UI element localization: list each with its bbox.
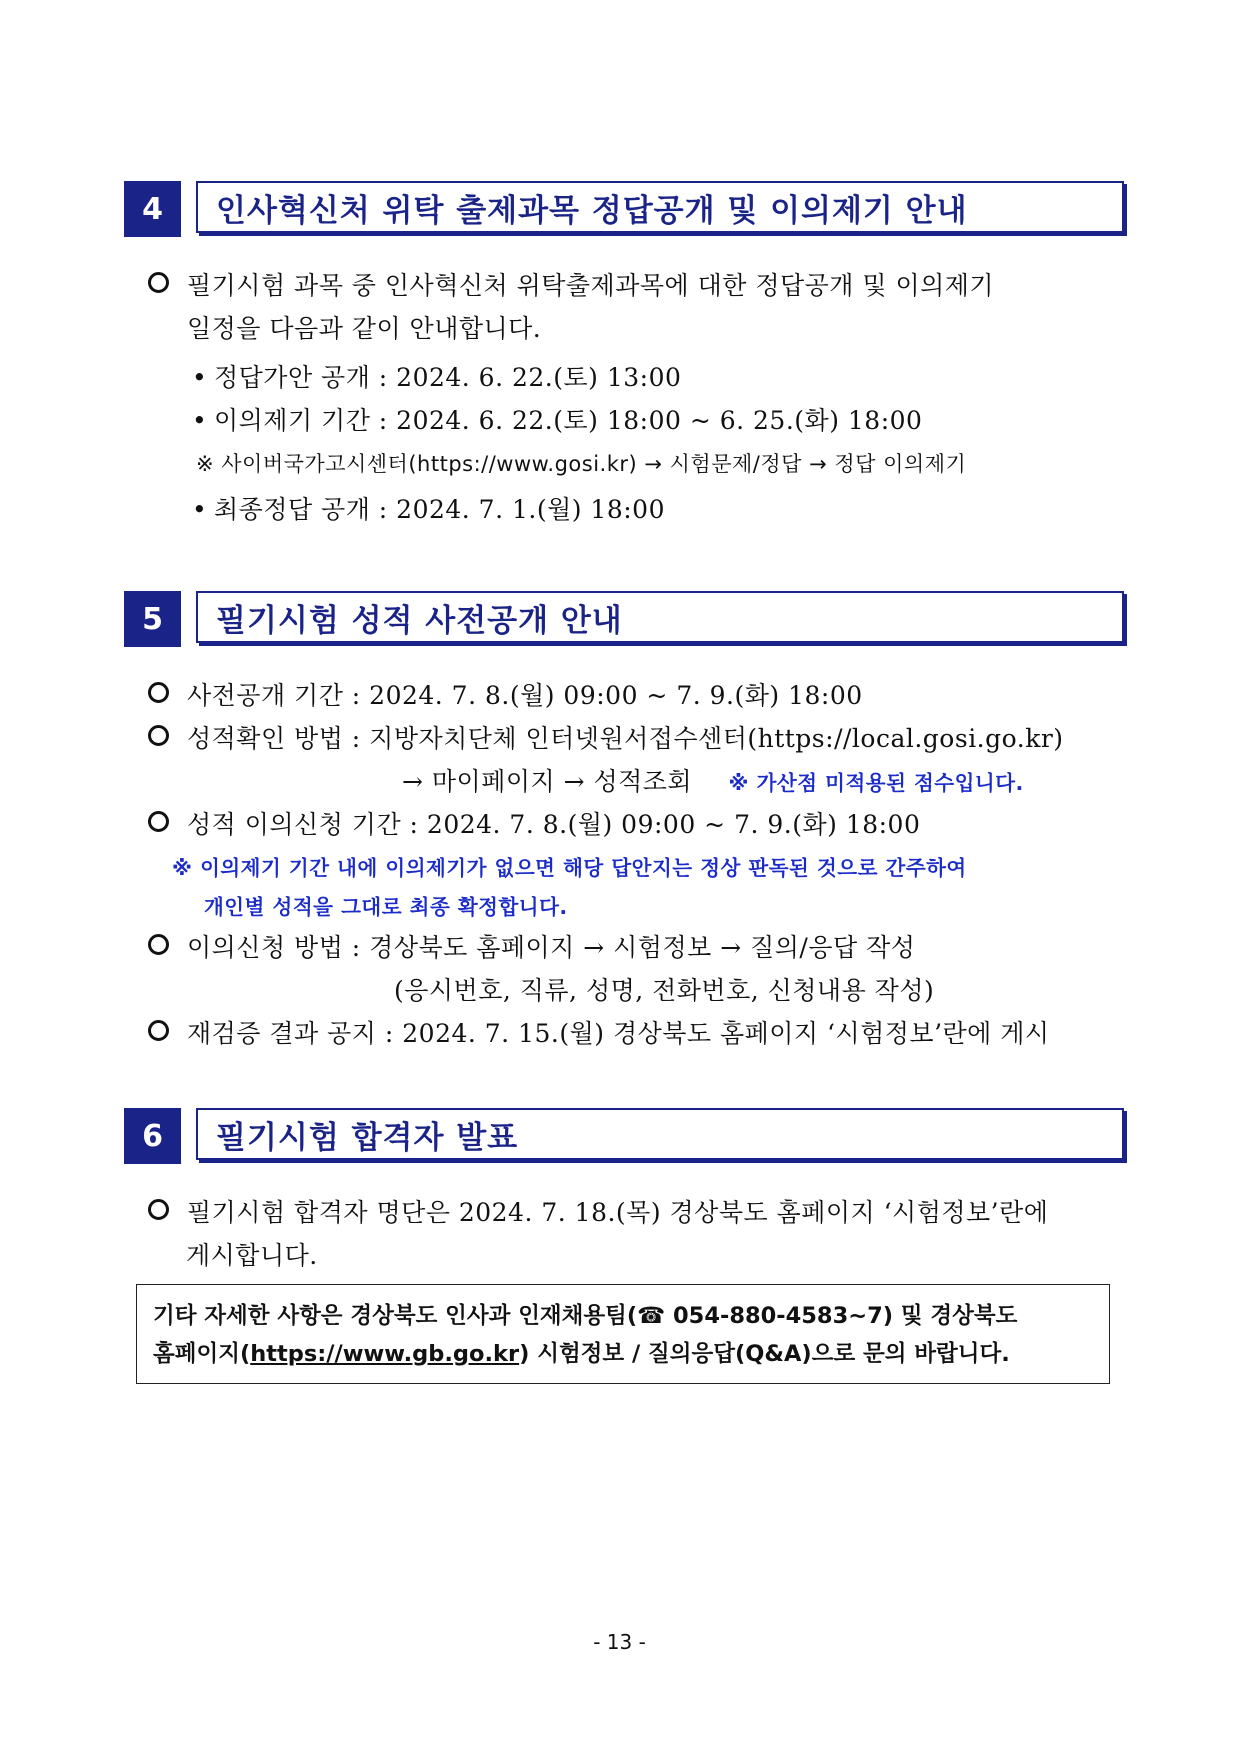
section4-number: 4: [124, 181, 181, 237]
objection-method: [148, 928, 915, 964]
section6-title: 필기시험 합격자 발표: [196, 1108, 1124, 1160]
section4-title: 인사혁신처 위탁 출제과목 정답공개 및 이의제기 안내: [196, 181, 1124, 233]
intro-line1: 필기시험 과목 중 인사혁신처 위탁출제과목에 대한 정답공개 및 이의제기: [187, 271, 995, 300]
objection-period-item: 이의제기 기간 : 2024. 6. 22.(토) 18:00 ~ 6. 25.(화) 18:00: [214, 406, 923, 435]
objection-method-line1: 이의신청 방법 : 경상북도 홈페이지 → 시험정보 → 질의/응답 작성: [187, 933, 916, 962]
objection-period-text: 성적 이의신청 기간 : 2024. 7. 8.(월) 09:00 ~ 7. 9.(화) 18:00: [187, 810, 921, 839]
circle-bullet-icon: [148, 934, 169, 955]
gosi-note: ※ 사이버국가고시센터(https://www.gosi.kr) → 시험문제/정답 → 정답 이의제기: [196, 452, 967, 476]
contact-suffix: ) 시험정보 / 질의응답(Q&A)으로 문의 바랍니다.: [519, 1341, 1010, 1367]
recheck-text: 재검증 결과 공지 : 2024. 7. 15.(월) 경상북도 홈페이지 ‘시험정보’란에 게시: [187, 1019, 1050, 1048]
pass-line2: 게시합니다.: [186, 1241, 318, 1270]
answer-draft-item: 정답가안 공개 : 2024. 6. 22.(토) 13:00: [214, 363, 682, 392]
bonus-note: ※ 가산점 미적용된 점수입니다.: [728, 771, 1024, 795]
score-preview-period: [148, 676, 863, 712]
section5-header: [124, 591, 1124, 647]
section6-number: 6: [124, 1108, 181, 1164]
pass-announcement: [148, 1193, 1048, 1229]
list-item: • 이의제기 기간 : 2024. 6. 22.(토) 18:00 ~ 6. 25.(화) 18:00: [192, 406, 923, 435]
objection-method-line2: (응시번호, 직류, 성명, 전화번호, 신청내용 작성): [394, 976, 935, 1005]
circle-bullet-icon: [148, 1199, 169, 1220]
score-check-path: [402, 762, 1024, 798]
pass-line1: 필기시험 합격자 명단은 2024. 7. 18.(목) 경상북도 홈페이지 ‘시험정보’란에: [187, 1198, 1049, 1227]
method-line1: 성적확인 방법 : 지방자치단체 인터넷원서접수센터(https://local.gosi.go.kr): [187, 724, 1064, 753]
circle-bullet-icon: [148, 682, 169, 703]
period-text: 사전공개 기간 : 2024. 7. 8.(월) 09:00 ~ 7. 9.(화) 18:00: [187, 681, 863, 710]
contact-prefix: 홈페이지(: [153, 1341, 251, 1367]
gb-homepage-link[interactable]: https://www.gb.go.kr: [250, 1341, 520, 1367]
section5-title: 필기시험 성적 사전공개 안내: [196, 591, 1124, 643]
list-item: • 정답가안 공개 : 2024. 6. 22.(토) 13:00: [192, 363, 682, 392]
recheck-notice: [148, 1014, 1050, 1050]
final-answer-item: 최종정답 공개 : 2024. 7. 1.(월) 18:00: [214, 495, 665, 524]
list-item: • 최종정답 공개 : 2024. 7. 1.(월) 18:00: [192, 495, 665, 524]
section5-number: 5: [124, 591, 181, 647]
section4-header: [124, 181, 1124, 237]
circle-bullet-icon: [148, 811, 169, 832]
contact-line2: [153, 1335, 1093, 1373]
score-check-method: [148, 719, 1064, 755]
circle-bullet-icon: [148, 272, 169, 293]
section4-intro: [148, 266, 994, 302]
warning-line2: 개인별 성적을 그대로 최종 확정합니다.: [204, 895, 568, 919]
section6-header: [124, 1108, 1124, 1164]
method-line2: → 마이페이지 → 성적조회: [402, 767, 693, 796]
circle-bullet-icon: [148, 725, 169, 746]
circle-bullet-icon: [148, 1020, 169, 1041]
contact-line1: 기타 자세한 사항은 경상북도 인사과 인재채용팀(☎ 054-880-4583~7) 및 경상북도: [153, 1303, 1018, 1329]
contact-info-box: [136, 1284, 1110, 1384]
warning-line1: ※ 이의제기 기간 내에 이의제기가 없으면 해당 답안지는 정상 판독된 것으로 간주하여: [172, 856, 967, 880]
score-objection-period: [148, 805, 920, 841]
page-number: - 13 -: [593, 1630, 646, 1654]
section4-intro-line2: 일정을 다음과 같이 안내합니다.: [187, 314, 542, 343]
